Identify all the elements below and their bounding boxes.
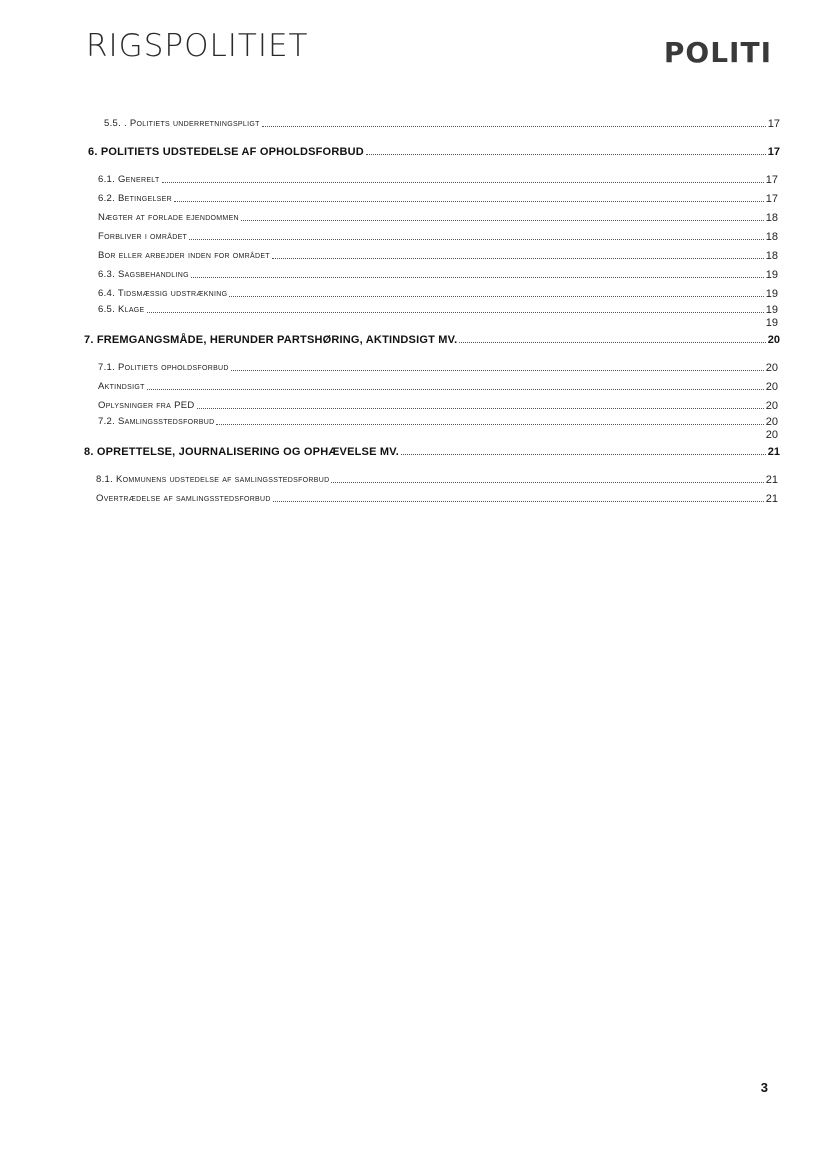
toc-entry[interactable] [98, 317, 778, 329]
toc-leader-dots [262, 126, 766, 127]
toc-entry[interactable] [96, 493, 778, 505]
toc-entry[interactable] [98, 362, 778, 374]
toc-entry-label: Overtrædelse af samlingsstedsforbud [96, 493, 271, 504]
toc-leader-dots [197, 408, 764, 409]
toc-entry-page: 20 [767, 334, 780, 346]
toc-entry-label: 7. FREMGANGSMÅDE, HERUNDER PARTSHØRING, AKTINDSIGT MV. [84, 334, 458, 346]
toc-entry-page: 19 [765, 317, 778, 329]
toc-entry-page: 20 [765, 429, 778, 441]
toc-entry-label: 7.1. Politiets opholdsforbud [98, 362, 229, 373]
toc-entry-page: 17 [767, 118, 780, 130]
toc-entry[interactable] [98, 304, 778, 316]
toc-entry-label: 8.1. Kommunens udstedelse af samlingsstedsforbud [96, 474, 330, 485]
toc-entry[interactable] [98, 400, 778, 412]
toc-entry-label: Bor eller arbejder inden for området [98, 250, 270, 261]
toc-entry-page: 17 [767, 146, 780, 158]
header-title: RIGSPOLITIET [86, 28, 309, 64]
toc-entry[interactable] [98, 193, 778, 205]
toc-leader-dots [174, 201, 764, 202]
toc-entry[interactable] [98, 429, 778, 441]
toc-entry-label: 8. OPRETTELSE, JOURNALISERING OG OPHÆVELSE MV. [84, 446, 400, 458]
toc-leader-dots [273, 501, 764, 502]
toc-leader-dots [229, 296, 763, 297]
toc-entry-page: 18 [765, 231, 778, 243]
toc-entry-label: Oplysninger fra PED [98, 400, 195, 411]
toc-entry-label: 7.2. Samlingsstedsforbud [98, 416, 215, 427]
toc-entry-page: 19 [765, 304, 778, 316]
toc-entry-page: 21 [765, 474, 778, 486]
toc-leader-dots [191, 277, 764, 278]
toc-entry-label: 6.4. Tidsmæssig udstrækning [98, 288, 228, 299]
toc-leader-dots [401, 454, 766, 455]
toc-entry-label: 6.5. Klage [98, 304, 145, 315]
toc-entry-page: 20 [765, 362, 778, 374]
page-number: 3 [760, 1080, 768, 1095]
toc-leader-dots [459, 342, 765, 343]
toc-entry-page: 21 [765, 493, 778, 505]
toc-entry-page: 17 [765, 174, 778, 186]
toc-leader-dots [241, 220, 764, 221]
toc-entry-page: 17 [765, 193, 778, 205]
toc-entry-page: 21 [767, 446, 780, 458]
toc-leader-dots [162, 182, 764, 183]
toc-entry[interactable] [98, 416, 778, 428]
toc-entry-page: 19 [765, 269, 778, 281]
toc-entry-page: 19 [765, 288, 778, 300]
toc-entry[interactable] [98, 231, 778, 243]
toc-leader-dots [272, 258, 764, 259]
toc-entry[interactable] [96, 474, 778, 486]
toc-chapter[interactable] [84, 334, 780, 346]
toc-entry-page: 20 [765, 400, 778, 412]
toc-entry-label: Aktindsigt [98, 381, 145, 392]
toc-entry[interactable] [98, 174, 778, 186]
politi-logo: POLITI [663, 36, 772, 69]
toc-entry[interactable] [98, 381, 778, 393]
toc-entry-label: Nægter at forlade ejendommen [98, 212, 239, 223]
toc-entry-label: 6.3. Sagsbehandling [98, 269, 189, 280]
toc-leader-dots [147, 389, 764, 390]
toc-entry[interactable] [98, 288, 778, 300]
toc-entry-page: 20 [765, 416, 778, 428]
toc-entry-page: 18 [765, 212, 778, 224]
toc-leader-dots [231, 370, 764, 371]
toc-leader-dots [331, 482, 763, 483]
toc-entry[interactable] [98, 212, 778, 224]
toc-chapter[interactable] [84, 446, 780, 458]
toc-entry-page: 18 [765, 250, 778, 262]
toc-entry-label: 5.5. . Politiets underretningspligt [104, 118, 260, 129]
toc-entry-label: 6.2. Betingelser [98, 193, 172, 204]
toc-leader-dots [147, 312, 764, 313]
toc-entry-label: 6. POLITIETS UDSTEDELSE AF OPHOLDSFORBUD [88, 146, 364, 158]
toc-chapter[interactable] [88, 146, 780, 158]
toc-leader-dots [189, 239, 764, 240]
toc-entry[interactable] [98, 269, 778, 281]
toc-entry-label: 6.1. Generelt [98, 174, 160, 185]
toc-entry[interactable] [104, 118, 780, 130]
toc-entry-label: Forbliver i området [98, 231, 188, 242]
toc-entry-page: 20 [765, 381, 778, 393]
toc-entry[interactable] [98, 250, 778, 262]
toc-leader-dots [216, 424, 763, 425]
toc-leader-dots [366, 154, 766, 155]
